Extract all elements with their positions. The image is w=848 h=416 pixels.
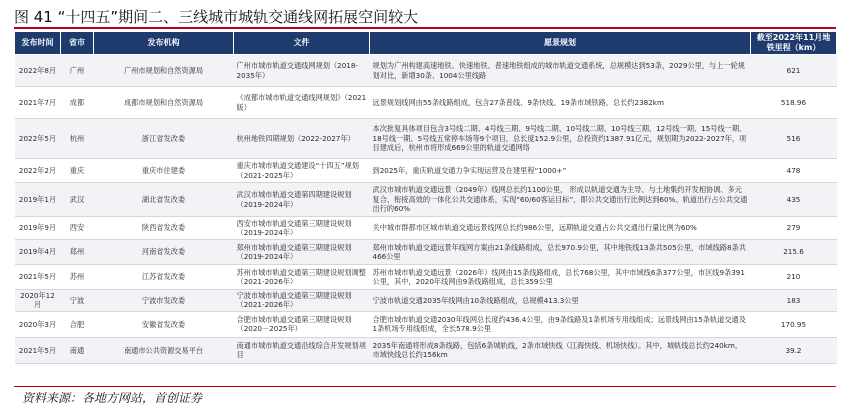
header-org: 发布机构: [94, 32, 234, 55]
cell-plan: 苏州市城市轨道交通远景（2026年）线网由15条线路组成，总长768公里，其中市域线6条377公里，市区线9条391公里，其中，2020年线网由9条线路组成，总长359公里: [370, 265, 751, 290]
cell-document: 宁波市城市轨道交通第三期建设规划（2021-2026年）: [234, 290, 370, 312]
cell-city: 合肥: [61, 311, 94, 337]
cell-mileage: 279: [751, 217, 837, 240]
cell-document: 苏州市城市轨道交通第三期建设规划调整（2021-2026年）: [234, 265, 370, 290]
table-row: [15, 55, 837, 87]
cell-org: 河南省发改委: [94, 240, 234, 265]
cell-date: 2020年12月: [15, 290, 61, 312]
cell-document: 南通市城市轨道交通沿线综合开发规划项目: [234, 337, 370, 363]
table-header-row: [15, 32, 837, 55]
cell-date: 2022年8月: [15, 55, 61, 87]
table-row: [15, 311, 837, 337]
cell-city: 广州: [61, 55, 94, 87]
cell-city: 杭州: [61, 119, 94, 159]
table-row: [15, 217, 837, 240]
cell-document: 杭州地铁四期规划（2022-2027年）: [234, 119, 370, 159]
cell-date: 2019年4月: [15, 240, 61, 265]
cell-plan: 宁波市轨道交通2035年线网由10条线路组成，总规模413.3公里: [370, 290, 751, 312]
cell-plan: 合肥市城市轨道交通2030年线网总长度约436.4公里，由9条线路及1条机场专用线组成；远景线网由15条轨道交通及1条机场专用线组成，全长578.9公里: [370, 311, 751, 337]
cell-mileage: 183: [751, 290, 837, 312]
cell-mileage: 518.96: [751, 87, 837, 119]
cell-org: 成都市规划和自然资源局: [94, 87, 234, 119]
cell-org: 浙江省发改委: [94, 119, 234, 159]
cell-org: 南通市公共资源交易平台: [94, 337, 234, 363]
cell-plan: 2035年南通将形成8条线路，包括6条城轨线，2条市域快线（江海快线、机场快线）。其中，城轨线总长约240km，市域快线总长约156km: [370, 337, 751, 363]
header-document: 文件: [234, 32, 370, 55]
cell-mileage: 170.95: [751, 311, 837, 337]
cell-mileage: 39.2: [751, 337, 837, 363]
source-note: 资料来源：各地方网站，首创证券: [22, 391, 203, 405]
cell-date: 2019年9月: [15, 217, 61, 240]
cell-document: 西安市城市轨道交通第三期建设规划（2019-2024年）: [234, 217, 370, 240]
cell-mileage: 478: [751, 159, 837, 183]
cell-org: 陕西省发改委: [94, 217, 234, 240]
title-divider: [14, 27, 836, 29]
cell-mileage: 435: [751, 183, 837, 217]
cell-mileage: 516: [751, 119, 837, 159]
cell-mileage: 210: [751, 265, 837, 290]
cell-document: 郑州市城市轨道交通第三期建设规划（2019-2024年）: [234, 240, 370, 265]
cell-city: 成都: [61, 87, 94, 119]
cell-org: 宁波市发改委: [94, 290, 234, 312]
cell-document: 重庆市城市轨道交通建设“十四五”规划（2021-2025年）: [234, 159, 370, 183]
cell-city: 宁波: [61, 290, 94, 312]
cell-document: 广州市城市轨道交通线网规划（2018-2035年）: [234, 55, 370, 87]
header-date: 发布时间: [15, 32, 61, 55]
cell-plan: 规划为广州构建高速地铁、快速地铁、普速地铁组成的城市轨道交通系统，总规模达到53条，2029公里，与上一轮规划对比，新增30条、1004公里线路: [370, 55, 751, 87]
cell-city: 南通: [61, 337, 94, 363]
cell-city: 武汉: [61, 183, 94, 217]
cell-date: 2022年2月: [15, 159, 61, 183]
cell-document: 武汉市城市轨道交通第四期建设规划（2019-2024年）: [234, 183, 370, 217]
cell-mileage: 621: [751, 55, 837, 87]
cell-plan: 到2025年，重庆轨道交通力争实现运营及在建里程“1000+”: [370, 159, 751, 183]
table-row: [15, 337, 837, 363]
cell-org: 重庆市住建委: [94, 159, 234, 183]
table-row: [15, 290, 837, 312]
table-row: [15, 265, 837, 290]
figure-title: 图 41 “十四五”期间二、三线城市城轨交通线网拓展空间较大: [14, 8, 419, 26]
cell-date: 2020年3月: [15, 311, 61, 337]
cell-city: 郑州: [61, 240, 94, 265]
cell-date: 2019年1月: [15, 183, 61, 217]
header-city: 省市: [61, 32, 94, 55]
header-mileage: 截至2022年11月地铁里程（km）: [751, 32, 837, 55]
source-divider: [14, 386, 836, 387]
cell-city: 苏州: [61, 265, 94, 290]
cell-org: 江苏省发改委: [94, 265, 234, 290]
cell-plan: 郑州市城市轨道交通远景年线网方案由21条线路组成，总长970.9公里，其中地铁线13条共505公里，市域线路8条共466公里: [370, 240, 751, 265]
cell-plan: 本次批复具体项目包含3号线二期、4号线三期、9号线二期、10号线二期、10号线三期、12号线一期、15号线一期、18号线一期、5号线五常停车场等9个项目，总长度152.9公里，总投资约1387.91亿元，规划期为2022-2027年，项目建成后，杭州市将形成669公里的轨道交通网络: [370, 119, 751, 159]
table-row: [15, 159, 837, 183]
cell-plan: 关中城市群都市区城市轨道交通远景线网总长约986公里，远期轨道交通占公共交通出行量比例为60%: [370, 217, 751, 240]
header-vision-plan: 愿景规划: [370, 32, 751, 55]
table-row: [15, 183, 837, 217]
cell-plan: 武汉市城市轨道交通远景（2049年）线网总长约1100公里， 形成以轨道交通为主导、与土地集约开发相协调、多元复合、衔接高效的一体化公共交通体系，实现“60/60客运目标”，即公共交通出行比例达到60%、轨道出行占公共交通出行的60%: [370, 183, 751, 217]
cell-date: 2021年5月: [15, 265, 61, 290]
cell-document: 《成都市城市轨道交通线网规划》（2021版）: [234, 87, 370, 119]
cell-plan: 远景规划线网由55条线路组成，包含27条普线、9条快线、19条市域铁路，总长约2382km: [370, 87, 751, 119]
cell-org: 湖北省发改委: [94, 183, 234, 217]
cell-city: 西安: [61, 217, 94, 240]
city-rail-plan-table: [14, 31, 837, 364]
cell-date: 2021年5月: [15, 337, 61, 363]
cell-org: 安徽省发改委: [94, 311, 234, 337]
cell-mileage: 215.6: [751, 240, 837, 265]
table-row: [15, 87, 837, 119]
table-row: [15, 119, 837, 159]
cell-city: 重庆: [61, 159, 94, 183]
cell-date: 2021年7月: [15, 87, 61, 119]
cell-date: 2022年5月: [15, 119, 61, 159]
cell-org: 广州市规划和自然资源局: [94, 55, 234, 87]
table-row: [15, 240, 837, 265]
cell-document: 合肥市城市轨道交通第三期建设规划（2020－2025年）: [234, 311, 370, 337]
